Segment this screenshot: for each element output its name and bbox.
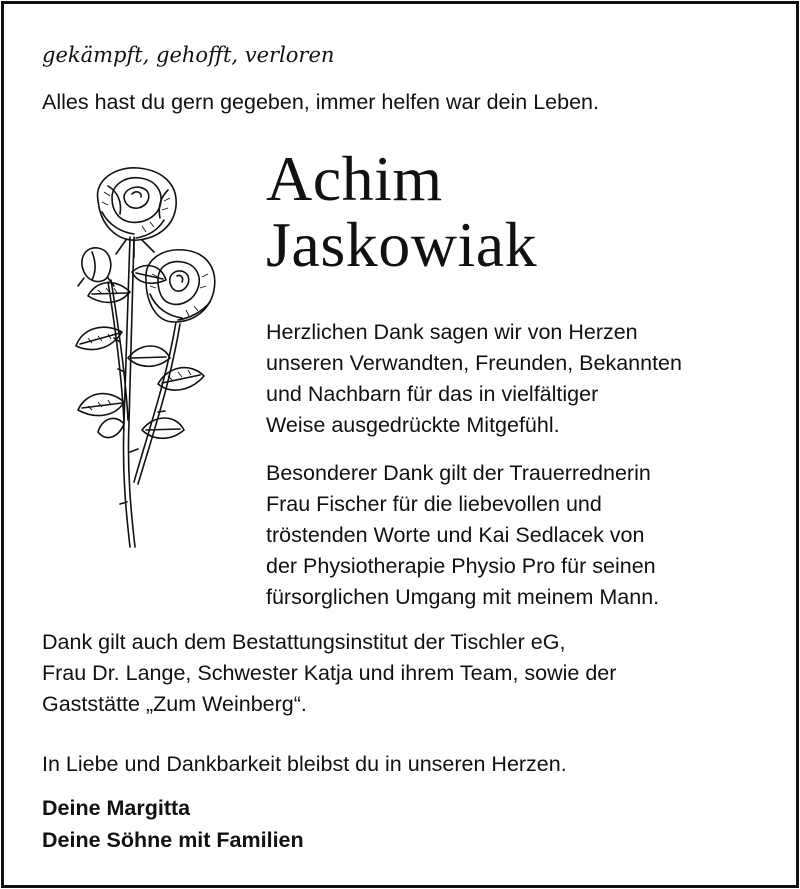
text-line: der Physiotherapie Physio Pro für seinen [266,554,656,578]
motto: gekämpft, gehofft, verloren [42,43,335,67]
deceased-first-name: Achim [266,143,443,214]
text-line: unseren Verwandten, Freunden, Bekannten [266,351,682,375]
deceased-last-name: Jaskowiak [266,209,538,280]
text-line: Weise ausgedrückte Mitgefühl. [266,413,560,437]
text-line: Frau Dr. Lange, Schwester Katja und ihrem Team, sowie der [42,661,617,685]
text-line: fürsorglichen Umgang mit meinem Mann. [266,585,660,609]
thanks-paragraph [266,317,682,441]
text-line: und Nachbarn für das in vielfältiger [266,382,599,406]
verse: Alles hast du gern gegeben, immer helfen war dein Leben. [42,90,599,114]
rose-icon [38,162,228,552]
signature-line: Deine Margitta [42,796,191,820]
text-line: Frau Fischer für die liebevollen und [266,492,602,516]
additional-thanks-paragraph [42,627,616,720]
text-line: Herzlichen Dank sagen wir von Herzen [266,320,638,344]
text-line: Gaststätte „Zum Weinberg“. [42,692,307,716]
text-line: tröstenden Worte und Kai Sedlacek von [266,523,645,547]
signature-block [42,792,304,856]
signature-line: Deine Söhne mit Familien [42,828,304,852]
text-line: Besonderer Dank gilt der Trauerrednerin [266,461,651,485]
obituary-notice [1,1,799,888]
closing-line: In Liebe und Dankbarkeit bleibst du in unseren Herzen. [42,752,567,776]
text-line: Dank gilt auch dem Bestattungsinstitut der Tischler eG, [42,630,566,654]
deceased-name [266,143,538,280]
special-thanks-paragraph [266,458,659,613]
